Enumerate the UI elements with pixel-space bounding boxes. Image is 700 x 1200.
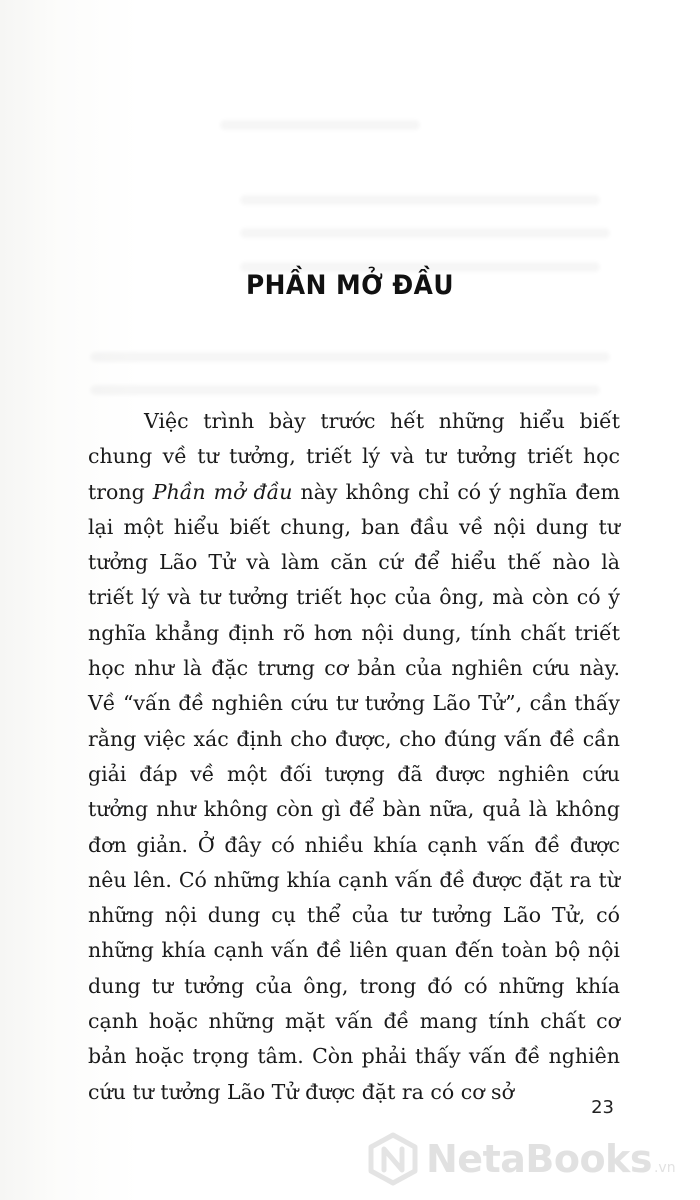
paragraph-text-rest: này không chỉ có ý nghĩa đem lại một hiểu biết chung, ban đầu về nội dung tư tưởng Lão Tử và làm căn cứ để hiểu thế nào là triết lý và tư tưởng triết học của ông, mà còn có ý nghĩa khẳng định rõ hơn nội dung, tính chất triết học như là đặc trưng cơ bản của nghiên cứu này. Về “vấn đề nghiên cứu tư tưởng Lão Tử”, cần thấy rằng việc xác định cho được, cho đúng vấn đề cần giải đáp về một đối tượng đã được nghiên cứu tưởng như không còn gì để bàn nữa, quả là không đơn giản. Ở đây có nhiều khía cạnh vấn đề được nêu lên. Có những khía cạnh vấn đề được đặt ra từ những nội dung cụ thể của tư tưởng Lão Tử, có những khía cạnh vấn đề liên quan đến toàn bộ nội dung tư tưởng của ông, trong đó có những khía cạnh hoặc những mặt vấn đề mang tính chất cơ bản hoặc trọng tâm. Còn phải thấy vấn đề nghiên cứu tư tưởng Lão Tử được đặt ra có cơ sở bbox=[88, 479, 620, 1104]
page-number: 23 bbox=[591, 1097, 614, 1118]
watermark-brand: NetaBooks bbox=[426, 1137, 652, 1181]
show-through-line bbox=[220, 120, 420, 130]
watermark-suffix: .vn bbox=[653, 1160, 676, 1176]
watermark bbox=[366, 1124, 676, 1194]
body-paragraph bbox=[88, 404, 620, 1110]
page-title: PHẦN MỞ ĐẦU bbox=[245, 270, 454, 301]
show-through-line bbox=[240, 195, 600, 205]
paragraph-text-start: Việc trình bày trước hết những hiểu biết chung về tư tưởng, triết lý và tư tưởng triết học trong bbox=[88, 409, 620, 504]
italic-section-name: Phần mở đầu bbox=[152, 479, 293, 504]
show-through-line bbox=[240, 228, 610, 238]
show-through-line bbox=[90, 352, 610, 362]
netabooks-logo-icon bbox=[366, 1132, 420, 1186]
show-through-line bbox=[90, 385, 600, 395]
